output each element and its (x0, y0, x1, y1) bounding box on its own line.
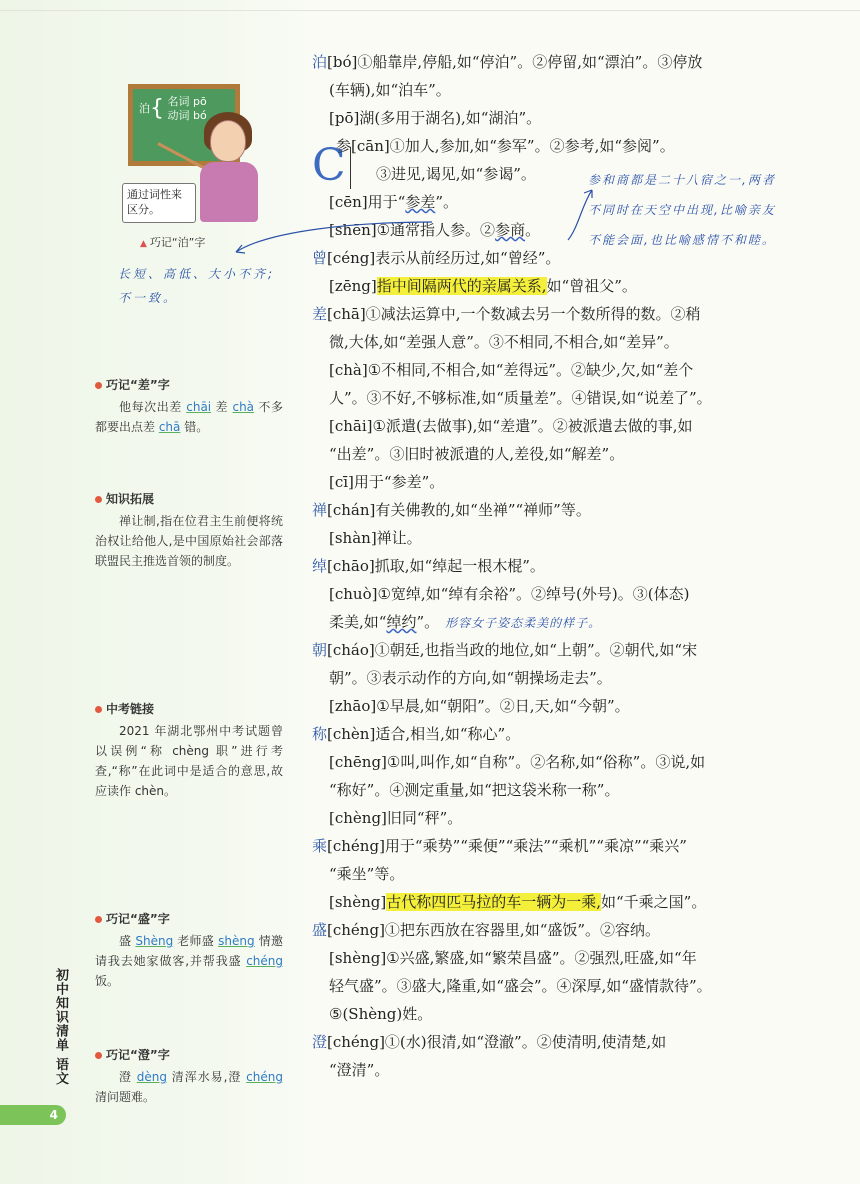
entry-text: [chèn]适合,相当,如“称心”。 (327, 725, 521, 743)
entry-text: 柔美,如“ (329, 613, 387, 631)
entry-text: [chán]有关佛教的,如“坐禅”“禅师”等。 (327, 501, 591, 519)
handwritten-inline-note: 形容女子姿态柔美的样子。 (445, 616, 602, 630)
sidebar-box-body: 澄 dèng 清浑水易,澄 chéng 清问题难。 (95, 1070, 283, 1104)
entry-text: 轻气盛”。③盛大,隆重,如“盛会”。④深厚,如“盛情款待”。 (329, 977, 712, 995)
entry-text: [bó]①船靠岸,停船,如“停泊”。②停留,如“漂泊”。③停放 (327, 53, 703, 71)
entry-text: [chéng]①把东西放在容器里,如“盛饭”。②容纳。 (327, 921, 661, 939)
headword: 朝 (312, 641, 328, 659)
headword: 差 (312, 305, 328, 323)
illustration-caption: ▲ 巧记“泊”字 (140, 236, 206, 249)
sidebar-box-body: 禅让制,指在位君主生前便将统治权让给他人,是中国原始社会部落联盟民主推选首领的制度。 (95, 514, 283, 568)
entry-text: [cēn]用于“ (329, 193, 406, 211)
entry-text: [chāo]抓取,如“绰起一根木棍”。 (327, 557, 545, 575)
entry-text: “称好”。④测定重量,如“把这袋米称一称”。 (329, 781, 620, 799)
entry-text: [chà]①不相同,不相合,如“差得远”。②缺少,欠,如“差个 (329, 361, 694, 379)
entry-text: [chéng]①(水)很清,如“澄澈”。②使清明,使清楚,如 (327, 1033, 667, 1051)
entry-text: [chuò]①宽绰,如“绰有余裕”。②绰号(外号)。③(体态) (329, 585, 690, 603)
section-letter: C (312, 140, 346, 191)
entry-text: [cháo]①朝廷,也指当政的地位,如“上朝”。②朝代,如“宋 (327, 641, 698, 659)
entry-text: [pō]湖(多用于湖名),如“湖泊”。 (329, 109, 542, 127)
sidebar-box-body: 盛 Shèng 老师盛 shèng 情邀请我去她家做客,并帮我盛 chéng 饭。 (95, 934, 283, 988)
chalkboard-line2: 动词 bó (167, 109, 207, 122)
entry-text-tail: 如“曾祖父”。 (546, 277, 637, 295)
entry-text: [shèng] (329, 893, 387, 911)
entry-text: “乘坐”等。 (329, 865, 405, 883)
headword: 称 (312, 725, 328, 743)
entry-text: ③进见,谒见,如“参谒”。 (376, 165, 536, 183)
sidebar-box-body: 他每次出差 chāi 差 chà 不多都要出点差 chā 错。 (95, 400, 283, 434)
sidebar-box-body: 2021 年湖北鄂州中考试题曾以误例“称 chèng 职”进行考查,“称”在此词中是适合的意思,故应读作 chèn。 (95, 724, 283, 798)
entry-text: 朝”。③表示动作的方向,如“朝操场走去”。 (329, 669, 612, 687)
headword: 绰 (312, 557, 328, 575)
entry-text: [zhāo]①早晨,如“朝阳”。②日,天,如“今朝”。 (329, 697, 630, 715)
chalkboard-text: 泊{ 名词 pō 动词 bó (139, 95, 207, 122)
arrow-to-right-note (568, 190, 592, 240)
entry-text: [shèng]①兴盛,繁盛,如“繁荣昌盛”。②强烈,旺盛,如“年 (329, 949, 697, 967)
headword: 泊 (312, 53, 328, 71)
entry-text: [chāi]①派遣(去做事),如“差遣”。②被派遣去做的事,如 (329, 417, 693, 435)
entry-text-tail: 如“千乘之国”。 (600, 893, 707, 911)
sidebar-box-title: 巧记“盛”字 (95, 910, 283, 928)
handwritten-note-right: 参和商都是二十八宿之一,两者不同时在天空中出现,比喻亲友不能会面,也比喻感情不和睦。 (588, 173, 776, 247)
speech-bubble: 通过词性来区分。 (122, 183, 196, 223)
wavy-underlined-word: 参差 (405, 193, 436, 211)
entry-text: (车辆),如“泊车”。 (329, 81, 451, 99)
entry-text: [chéng]用于“乘势”“乘便”“乘法”“乘机”“乘凉”“乘兴” (327, 837, 687, 855)
entry-text: 参[cān]①加人,参加,如“参军”。②参考,如“参阅”。 (336, 137, 675, 155)
entry-text: ⑤(Shèng)姓。 (329, 1005, 433, 1023)
entry-text: [zēng] (329, 277, 377, 295)
headword: 乘 (312, 837, 328, 855)
chalkboard-line1: 名词 pō (167, 95, 207, 108)
entry-text: [shēn]①通常指人参。② (329, 221, 496, 239)
book-title-vertical: 初中知识清单 语文 (53, 968, 68, 1086)
entry-text: 人”。③不好,不够标准,如“质量差”。④错误,如“说差了”。 (329, 389, 712, 407)
sidebar-box-title: 中考链接 (95, 700, 283, 718)
entry-text: [cī]用于“参差”。 (329, 473, 445, 491)
arrow-to-sidebar-note (236, 222, 432, 252)
entry-text-tail: ”。 (435, 193, 458, 211)
entry-text-tail: 。 (525, 221, 541, 239)
chalkboard-char: 泊 (139, 102, 150, 115)
wavy-underlined-word: 参商 (495, 221, 526, 239)
entry-text: [céng]表示从前经历过,如“曾经”。 (327, 249, 561, 267)
headword: 澄 (312, 1033, 328, 1051)
entry-text: [chā]①减法运算中,一个数减去另一个数所得的数。②稍 (327, 305, 701, 323)
entry-text: “出差”。③旧时被派遣的人,差役,如“解差”。 (329, 445, 625, 463)
entry-text: “澄清”。 (329, 1061, 390, 1079)
entry-text-tail: ”。 (416, 613, 440, 631)
headword: 禅 (312, 501, 328, 519)
sidebar-box-title: 知识拓展 (95, 490, 283, 508)
headword: 曾 (312, 249, 328, 267)
sidebar-box-title: 巧记“差”字 (95, 376, 283, 394)
handwritten-note-left: 长短、高低、大小不齐;不一致。 (118, 267, 276, 305)
entry-text: [shàn]禅让。 (329, 529, 422, 547)
entry-text: 微,大体,如“差强人意”。③不相同,不相合,如“差异”。 (329, 333, 679, 351)
sidebar-box-title: 巧记“澄”字 (95, 1046, 283, 1064)
wavy-underlined-word: 绰约 (386, 613, 417, 631)
headword: 盛 (312, 921, 328, 939)
highlighted-text: 指中间隔两代的亲属关系, (376, 277, 547, 295)
highlighted-text: 古代称四匹马拉的车一辆为一乘, (386, 893, 601, 911)
caption-text: 巧记“泊”字 (149, 236, 206, 249)
page-number: 4 (0, 1105, 66, 1125)
entry-text: [chēng]①叫,叫作,如“自称”。②名称,如“俗称”。③说,如 (329, 753, 706, 771)
entry-text: [chèng]旧同“秤”。 (329, 809, 463, 827)
